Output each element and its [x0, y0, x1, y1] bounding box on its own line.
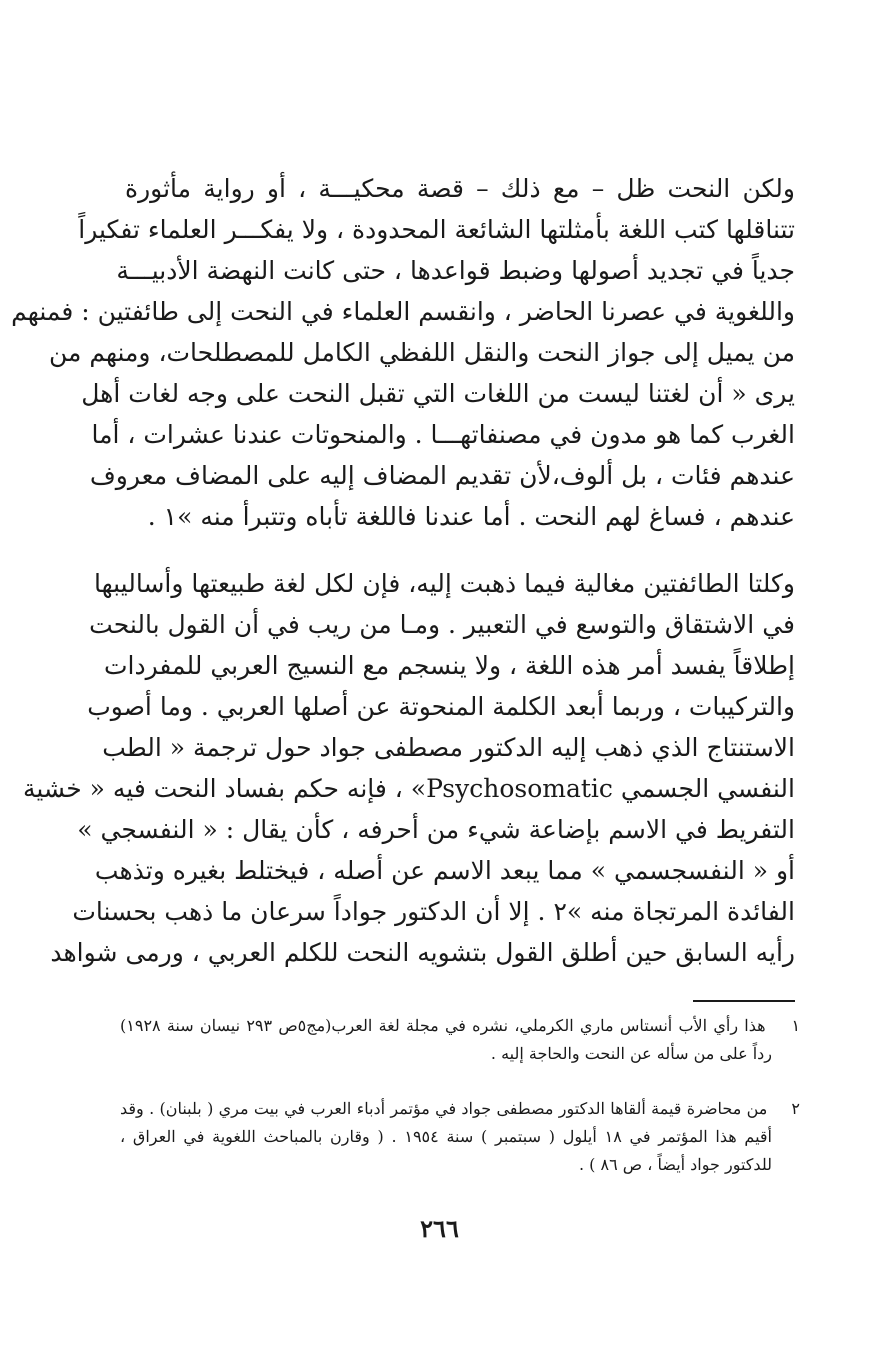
- text-line: إطلاقاً يفسد أمر هذه اللغة ، ولا ينسجم مع النسيج العربي للمفردات: [104, 651, 795, 680]
- text-line: واللغوية في عصرنا الحاضر ، وانقسم العلماء في النحت إلى طائفتين : فمنهم: [11, 297, 795, 326]
- footnote-separator: [693, 1000, 795, 1002]
- text-line: جدياً في تجديد أصولها وضبط قواعدها ، حتى كانت النهضة الأدبيـــة: [116, 256, 795, 285]
- footnote-number: ٢: [791, 1099, 801, 1118]
- footnote-line: [120, 1012, 800, 1040]
- text-line: يرى « أن لغتنا ليست من اللغات التي تقبل النحت على وجه لغات أهل: [81, 379, 795, 408]
- footnote-line: للدكتور جواد أيضاً ، ص ٨٦ ) .: [578, 1155, 772, 1174]
- footnote-1: [120, 1012, 800, 1068]
- footnote-2: [120, 1095, 800, 1179]
- text-line: والتركيبات ، وربما أبعد الكلمة المنحوتة عن أصلها العربي . وما أصوب: [87, 692, 795, 721]
- text-line: عندهم ، فساغ لهم النحت . أما عندنا فاللغة تأباه وتتبرأ منه »١ .: [147, 502, 795, 531]
- page-number: ٢٦٦: [420, 1214, 459, 1243]
- footnote-text: من محاضرة قيمة ألقاها الدكتور مصطفى جواد في مؤتمر أدباء العرب في بيت مري ( بلبنان) . وقد: [120, 1099, 768, 1118]
- text-line: الاستنتاج الذي ذهب إليه الدكتور مصطفى جواد حول ترجمة « الطب: [102, 733, 795, 762]
- footnote-text: هذا رأي الأب أنستاس ماري الكرملي، نشره في مجلة لغة العرب(مج٥ص ٢٩٣ نيسان سنة ١٩٢٨): [120, 1016, 766, 1035]
- text-line: ولكن النحت ظل – مع ذلك – قصة محكيـــة ، أو رواية مأثورة: [125, 174, 795, 203]
- text-line: الفائدة المرتجاة منه »٢ . إلا أن الدكتور جواداً سرعان ما ذهب بحسنات: [72, 897, 795, 926]
- footnote-line: رداً على من سأله عن النحت والحاجة إليه .: [490, 1044, 772, 1063]
- footnote-line: [120, 1095, 800, 1123]
- text-line: أو « النفسجسمي » مما يبعد الاسم عن أصله ، فيختلط بغيره وتذهب: [94, 856, 795, 885]
- text-line: النفسي الجسمي Psychosomatic» ، فإنه حكم بفساد النحت فيه « خشية: [22, 774, 795, 803]
- body-paragraph-2: [22, 563, 795, 973]
- text-line: وكلتا الطائفتين مغالية فيما ذهبت إليه، فإن لكل لغة طبيعتها وأساليبها: [93, 569, 795, 598]
- footnote-line: أقيم هذا المؤتمر في ١٨ أيلول ( سبتمبر ) سنة ١٩٥٤ . ( وقارن بالمباحث اللغوية في العراق ،: [120, 1127, 772, 1146]
- text-line: الغرب كما هو مدون في مصنفاتهـــا . والمنحوتات عندنا عشرات ، أما: [91, 420, 795, 449]
- text-line: عندهم فئات ، بل ألوف،لأن تقديم المضاف إليه على المضاف معروف: [89, 461, 795, 490]
- text-line: تتناقلها كتب اللغة بأمثلتها الشائعة المحدودة ، ولا يفكـــر العلماء تفكيراً: [78, 215, 795, 244]
- text-line: في الاشتقاق والتوسع في التعبير . ومـا من ريب في أن القول بالنحت: [89, 610, 795, 639]
- body-paragraph-1: [11, 168, 795, 537]
- footnote-number: ١: [791, 1016, 801, 1035]
- text-line: رأيه السابق حين أطلق القول بتشويه النحت للكلم العربي ، ورمى شواهد: [50, 938, 795, 967]
- text-line: من يميل إلى جواز النحت والنقل اللفظي الكامل للمصطلحات، ومنهم من: [48, 338, 795, 367]
- text-line: التفريط في الاسم بإضاعة شيء من أحرفه ، كأن يقال : « النفسجي »: [77, 815, 795, 844]
